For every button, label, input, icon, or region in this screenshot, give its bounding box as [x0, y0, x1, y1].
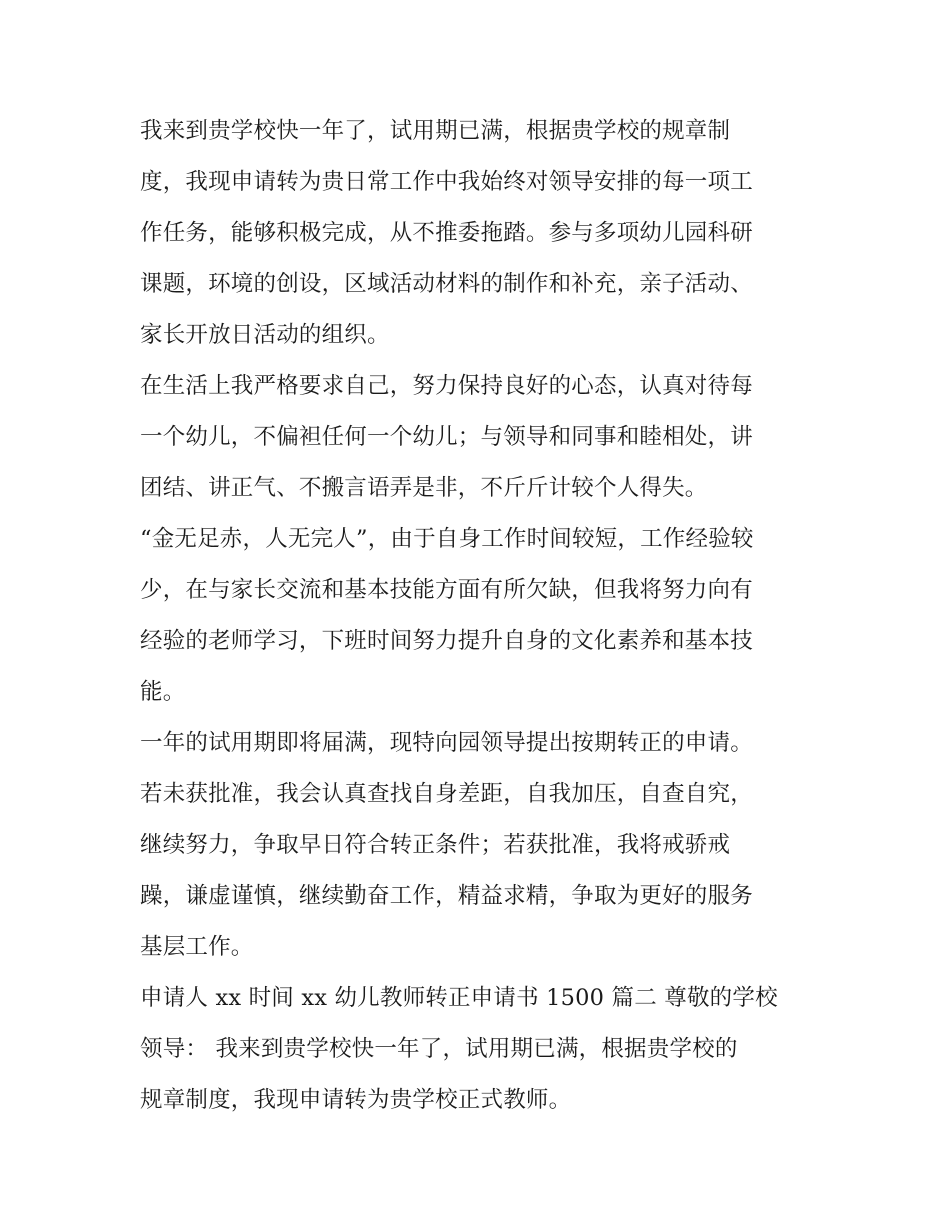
text-line-16: 躁，谦虚谨慎，继续勤奋工作，精益求精，争取为更好的服务: [140, 883, 753, 909]
text-line-10: 少，在与家长交流和基本技能方面有所欠缺，但我将努力向有: [140, 577, 753, 603]
text-line-15: 继续努力，争取早日符合转正条件；若获批准，我将戒骄戒: [140, 832, 731, 858]
text-line-11: 经验的老师学习，下班时间努力提升自身的文化素养和基本技: [140, 628, 753, 654]
text-line-3: 作任务，能够积极完成，从不推委拖踏。参与多项幼儿园科研: [140, 220, 753, 246]
text-line-5: 家长开放日活动的组织。: [140, 322, 390, 348]
text-line-12: 能。: [140, 679, 186, 705]
text-line-19: 领导： 我来到贵学校快一年了，试用期已满，根据贵学校的: [140, 1036, 738, 1062]
text-line-13: 一年的试用期即将届满，现特向园领导提出按期转正的申请。: [140, 730, 753, 756]
text-line-17: 基层工作。: [140, 934, 254, 960]
text-line-9: “金无足赤，人无完人”，由于自身工作时间较短，工作经验较: [140, 526, 754, 552]
text-line-6: 在生活上我严格要求自己，努力保持良好的心态，认真对待每: [140, 373, 753, 399]
text-line-14: 若未获批准，我会认真查找自身差距，自我加压，自查自究，: [140, 781, 753, 807]
text-line-4: 课题，环境的创设，区域活动材料的制作和补充，亲子活动、: [140, 271, 753, 297]
text-line-1: 我来到贵学校快一年了，试用期已满，根据贵学校的规章制: [140, 118, 731, 144]
text-line-20: 规章制度，我现申请转为贵学校正式教师。: [140, 1087, 572, 1113]
document-body: [140, 106, 820, 1126]
text-line-18: 申请人 xx 时间 xx 幼儿教师转正申请书 1500 篇二 尊敬的学校: [140, 985, 778, 1011]
text-line-8: 团结、讲正气、不搬言语弄是非，不斤斤计较个人得失。: [140, 475, 708, 501]
text-line-2: 度，我现申请转为贵日常工作中我始终对领导安排的每一项工: [140, 169, 753, 195]
text-line-7: 一个幼儿，不偏袒任何一个幼儿；与领导和同事和睦相处，讲: [140, 424, 753, 450]
